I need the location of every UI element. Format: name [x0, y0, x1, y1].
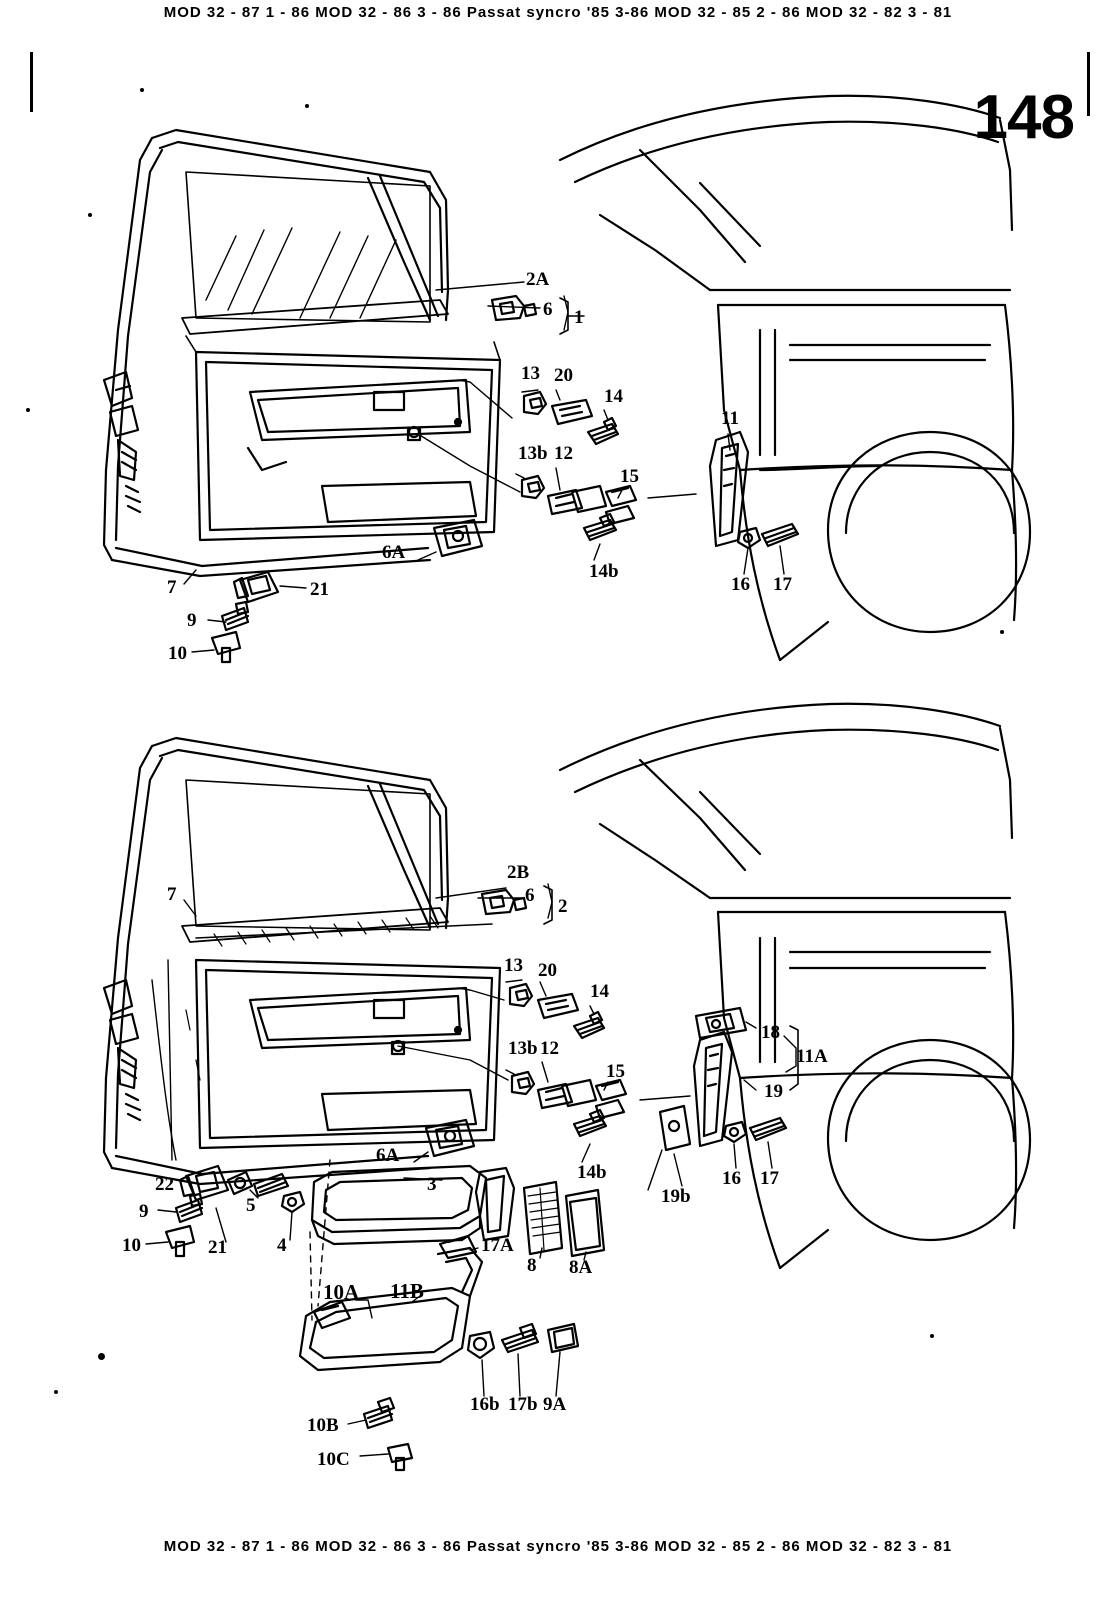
- callout-10-upper: 10: [168, 643, 187, 664]
- callout-6-upper: 6: [543, 299, 553, 320]
- callout-12-upper: 12: [554, 443, 573, 464]
- callout-14b-upper: 14b: [589, 561, 619, 582]
- callout-17-upper: 17: [773, 574, 792, 595]
- callout-14-lower: 14: [590, 981, 609, 1002]
- callout-16b-lower: 16b: [470, 1394, 500, 1415]
- callout-20-lower: 20: [538, 960, 557, 981]
- lower-door-shell: [104, 738, 500, 1184]
- callout-6-lower: 6: [525, 885, 535, 906]
- callout-9-lower: 9: [139, 1201, 149, 1222]
- scan-speck: [140, 88, 144, 92]
- callout-7-lower: 7: [167, 884, 177, 905]
- lower-car-body: [560, 704, 1030, 1268]
- callout-8a-lower: 8A: [569, 1257, 593, 1278]
- callout-2a-upper: 2A: [526, 269, 550, 290]
- callout-21-upper: 21: [310, 579, 329, 600]
- upper-parts: [212, 296, 798, 662]
- callout-17-lower: 17: [760, 1168, 779, 1189]
- callout-11a-lower: 11A: [796, 1046, 828, 1067]
- callout-6a-lower: 6A: [376, 1145, 400, 1166]
- callout-13-lower: 13: [504, 955, 523, 976]
- callout-2-lower: 2: [558, 896, 568, 917]
- callout-20-upper: 20: [554, 365, 573, 386]
- callout-13-upper: 13: [521, 363, 540, 384]
- page-header-bottom: MOD 32 - 87 1 - 86 MOD 32 - 86 3 - 86 Passat syncro '85 3-86 MOD 32 - 85 2 - 86 MOD 32 - 82 3 - 81: [163, 1538, 953, 1555]
- scan-speck: [54, 1390, 58, 1394]
- callout-14b-lower: 14b: [577, 1162, 607, 1183]
- scan-speck: [305, 104, 309, 108]
- callout-10-lower: 10: [122, 1235, 141, 1256]
- callout-9-upper: 9: [187, 610, 197, 631]
- page-number: 148: [973, 83, 1074, 152]
- scan-speck: [98, 1353, 105, 1360]
- callout-22-lower: 22: [155, 1174, 174, 1195]
- callout-13b-lower: 13b: [508, 1038, 538, 1059]
- callout-11-upper: 11: [721, 408, 739, 429]
- callout-5-lower: 5: [246, 1195, 256, 1216]
- callout-19-lower: 19: [764, 1081, 783, 1102]
- callout-10a-lower: 10A: [323, 1280, 360, 1304]
- callout-18-lower: 18: [761, 1022, 780, 1043]
- upper-door-shell: [104, 130, 500, 576]
- callout-17a-lower: 17A: [481, 1235, 514, 1256]
- callout-10c-lower: 10C: [317, 1449, 350, 1470]
- callout-16-lower: 16: [722, 1168, 741, 1189]
- upper-car-body: [560, 96, 1030, 660]
- scan-speck: [930, 1334, 934, 1338]
- callout-21-lower: 21: [208, 1237, 227, 1258]
- scan-speck: [1000, 630, 1004, 634]
- callout-19b-lower: 19b: [661, 1186, 691, 1207]
- callout-14-upper: 14: [604, 386, 623, 407]
- scan-speck: [26, 408, 30, 412]
- callout-4-lower: 4: [277, 1235, 287, 1256]
- callout-3-lower: 3: [427, 1174, 437, 1195]
- callout-8-lower: 8: [527, 1255, 537, 1276]
- callout-15-upper: 15: [620, 466, 639, 487]
- callout-1-upper: 1: [574, 307, 584, 328]
- callout-11b-lower: 11B: [390, 1279, 424, 1303]
- callout-9a-lower: 9A: [543, 1394, 567, 1415]
- callout-17b-lower: 17b: [508, 1394, 538, 1415]
- callout-13b-upper: 13b: [518, 443, 548, 464]
- callout-7-upper: 7: [167, 577, 177, 598]
- callout-12-lower: 12: [540, 1038, 559, 1059]
- callout-16-upper: 16: [731, 574, 750, 595]
- callout-10b-lower: 10B: [307, 1415, 339, 1436]
- page-header-top: MOD 32 - 87 1 - 86 MOD 32 - 86 3 - 86 Passat syncro '85 3-86 MOD 32 - 85 2 - 86 MOD 32 - 82 3 - 81: [163, 4, 953, 21]
- callout-6a-upper: 6A: [382, 542, 406, 563]
- callout-15-lower: 15: [606, 1061, 625, 1082]
- callout-2b-lower: 2B: [507, 862, 530, 883]
- scan-speck: [88, 213, 92, 217]
